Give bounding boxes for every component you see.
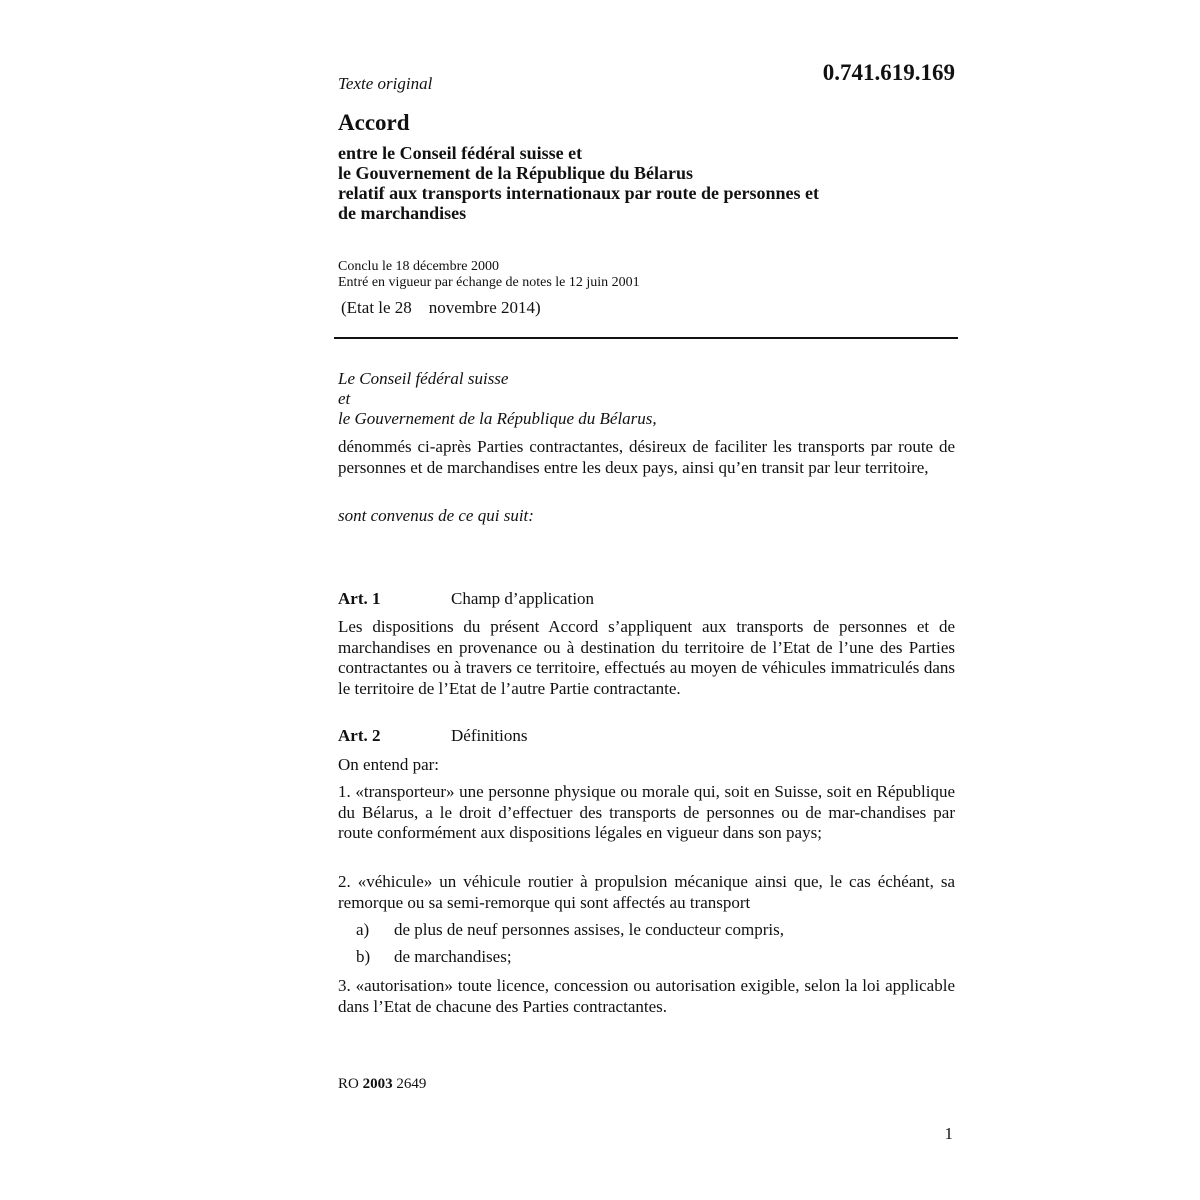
page-number: 1 <box>944 1124 953 1143</box>
article-2-number: Art. 2 <box>338 726 381 745</box>
dates-block <box>338 259 640 291</box>
document-subtitle <box>338 143 955 223</box>
subtitle-line: de marchandises <box>338 203 467 223</box>
list-item: de plus de neuf personnes assises, le conducteur compris, <box>394 920 784 939</box>
list-item: de marchandises; <box>394 947 512 966</box>
article-2-title: Définitions <box>451 726 528 745</box>
document-title: Accord <box>338 110 410 135</box>
ro-reference <box>338 1076 426 1093</box>
article-2-intro: On entend par: <box>338 755 440 774</box>
party-line: et <box>338 389 351 408</box>
definition-autorisation: 3. «autorisation» toute licence, concession ou autorisation exigible, selon la loi applicable dans l’Etat de chacune des Parties contractantes. <box>338 976 955 1016</box>
horizontal-rule <box>334 337 958 339</box>
concluded-date: Conclu le 18 décembre 2000 <box>338 259 499 274</box>
preamble-parties <box>338 369 657 429</box>
preamble-closing: sont convenus de ce qui suit: <box>338 506 534 525</box>
subtitle-line: entre le Conseil fédéral suisse et <box>338 143 583 163</box>
ro-year: 2003 <box>362 1076 393 1092</box>
party-line: Le Conseil fédéral suisse <box>338 369 509 388</box>
subtitle-line: relatif aux transports internationaux par route de personnes et <box>338 183 819 203</box>
list-marker: a) <box>356 920 370 939</box>
definition-transporteur: 1. «transporteur» une personne physique ou morale qui, soit en Suisse, soit en République du Bélarus, a le droit d’effectuer des transports de personnes ou de mar-chandises par route conformément aux dispositions légales en vigueur dans son pays; <box>338 782 955 842</box>
article-1-text: Les dispositions du présent Accord s’appliquent aux transports de personnes et de marchandises en provenance ou à destination du territoire de l’Etat de l’une des Parties contractantes ou à travers ce territoire, effectués au moyen de véhicules immatriculés dans le territoire de l’Etat de l’autre Partie contractante. <box>338 617 955 698</box>
article-1-number: Art. 1 <box>338 589 381 608</box>
ro-prefix: RO <box>338 1076 359 1092</box>
state-date: (Etat le 28 novembre 2014) <box>341 298 541 317</box>
party-line: le Gouvernement de la République du Bélarus, <box>338 409 657 428</box>
list-marker: b) <box>356 947 371 966</box>
original-text-label: Texte original <box>338 74 433 93</box>
entry-into-force-date: Entré en vigueur par échange de notes le 12 juin 2001 <box>338 275 640 290</box>
ro-page: 2649 <box>396 1076 427 1092</box>
systematic-number: 0.741.619.169 <box>822 60 955 85</box>
article-1-title: Champ d’application <box>451 589 595 608</box>
definition-vehicule: 2. «véhicule» un véhicule routier à propulsion mécanique ainsi que, le cas échéant, sa remorque ou sa semi-remorque qui sont affectés au transport <box>338 872 955 912</box>
preamble-text: dénommés ci-après Parties contractantes, désireux de faciliter les transports par route de personnes et de marchandises entre les deux pays, ainsi qu’en transit par leur territoire, <box>338 437 955 477</box>
subtitle-line: le Gouvernement de la République du Bélarus <box>338 163 694 183</box>
